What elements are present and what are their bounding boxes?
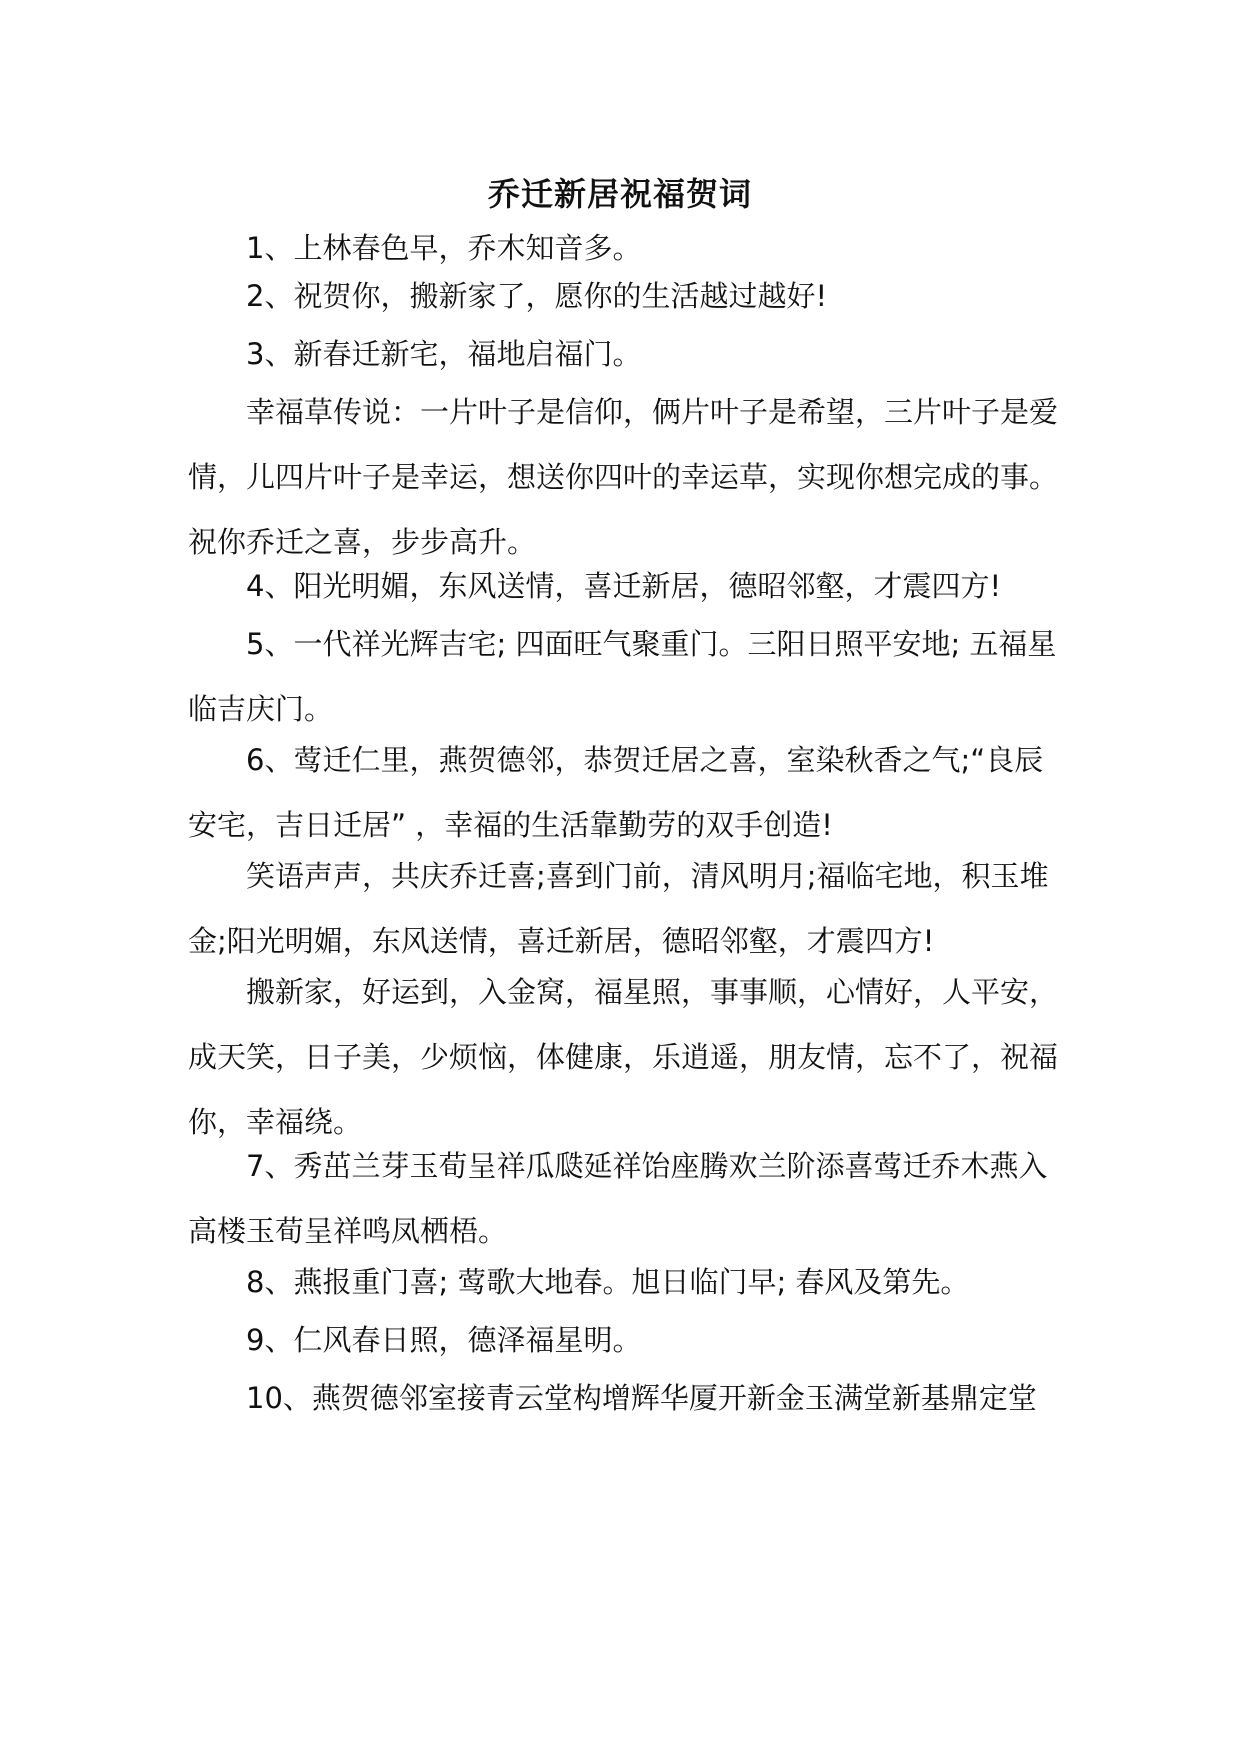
paragraph-5: 4、阳光明媚，东风送情，喜迁新居，德昭邻壑，才震四方!	[246, 569, 1002, 603]
paragraph-6: 5、一代祥光辉吉宅; 四面旺气聚重门。三阳日照平安地; 五福星临吉庆门。	[188, 627, 1057, 726]
document-title: 乔迁新居祝福贺词	[487, 175, 752, 213]
paragraph-11: 8、燕报重门喜; 莺歌大地春。旭日临门早; 春风及第先。	[246, 1265, 970, 1299]
paragraph-12: 9、仁风春日照，德泽福星明。	[246, 1323, 642, 1357]
paragraph-10: 7、秀茁兰芽玉荀呈祥瓜瓞延祥饴座腾欢兰阶添喜莺迁乔木燕入高楼玉荀呈祥鸣凤栖梧。	[188, 1149, 1048, 1248]
paragraph-3: 3、新春迁新宅，福地启福门。	[246, 337, 642, 371]
paragraph-8: 笑语声声，共庆乔迁喜;喜到门前，清风明月;福临宅地，积玉堆金;阳光明媚，东风送情，喜迁新居，德昭邻壑，才震四方!	[188, 859, 1049, 958]
paragraph-7: 6、莺迁仁里，燕贺德邻，恭贺迁居之喜，室染秋香之气;“良辰安宅，吉日迁居” ，幸福的生活靠勤劳的双手创造!	[188, 743, 1044, 842]
paragraph-9: 搬新家，好运到，入金窝，福星照，事事顺，心情好，人平安，成天笑，日子美，少烦恼，体健康，乐逍遥，朋友情，忘不了，祝福你，幸福绕。	[188, 975, 1059, 1139]
paragraph-2: 2、祝贺你，搬新家了，愿你的生活越过越好!	[246, 279, 828, 313]
paragraph-13: 10、燕贺德邻室接青云堂构增辉华厦开新金玉满堂新基鼎定堂	[246, 1381, 1037, 1415]
paragraph-1: 1、上林春色早，乔木知音多。	[246, 231, 642, 265]
paragraph-4: 幸福草传说：一片叶子是信仰，俩片叶子是希望，三片叶子是爱情，儿四片叶子是幸运，想送你四叶的幸运草，实现你想完成的事。祝你乔迁之喜，步步高升。	[188, 395, 1059, 559]
